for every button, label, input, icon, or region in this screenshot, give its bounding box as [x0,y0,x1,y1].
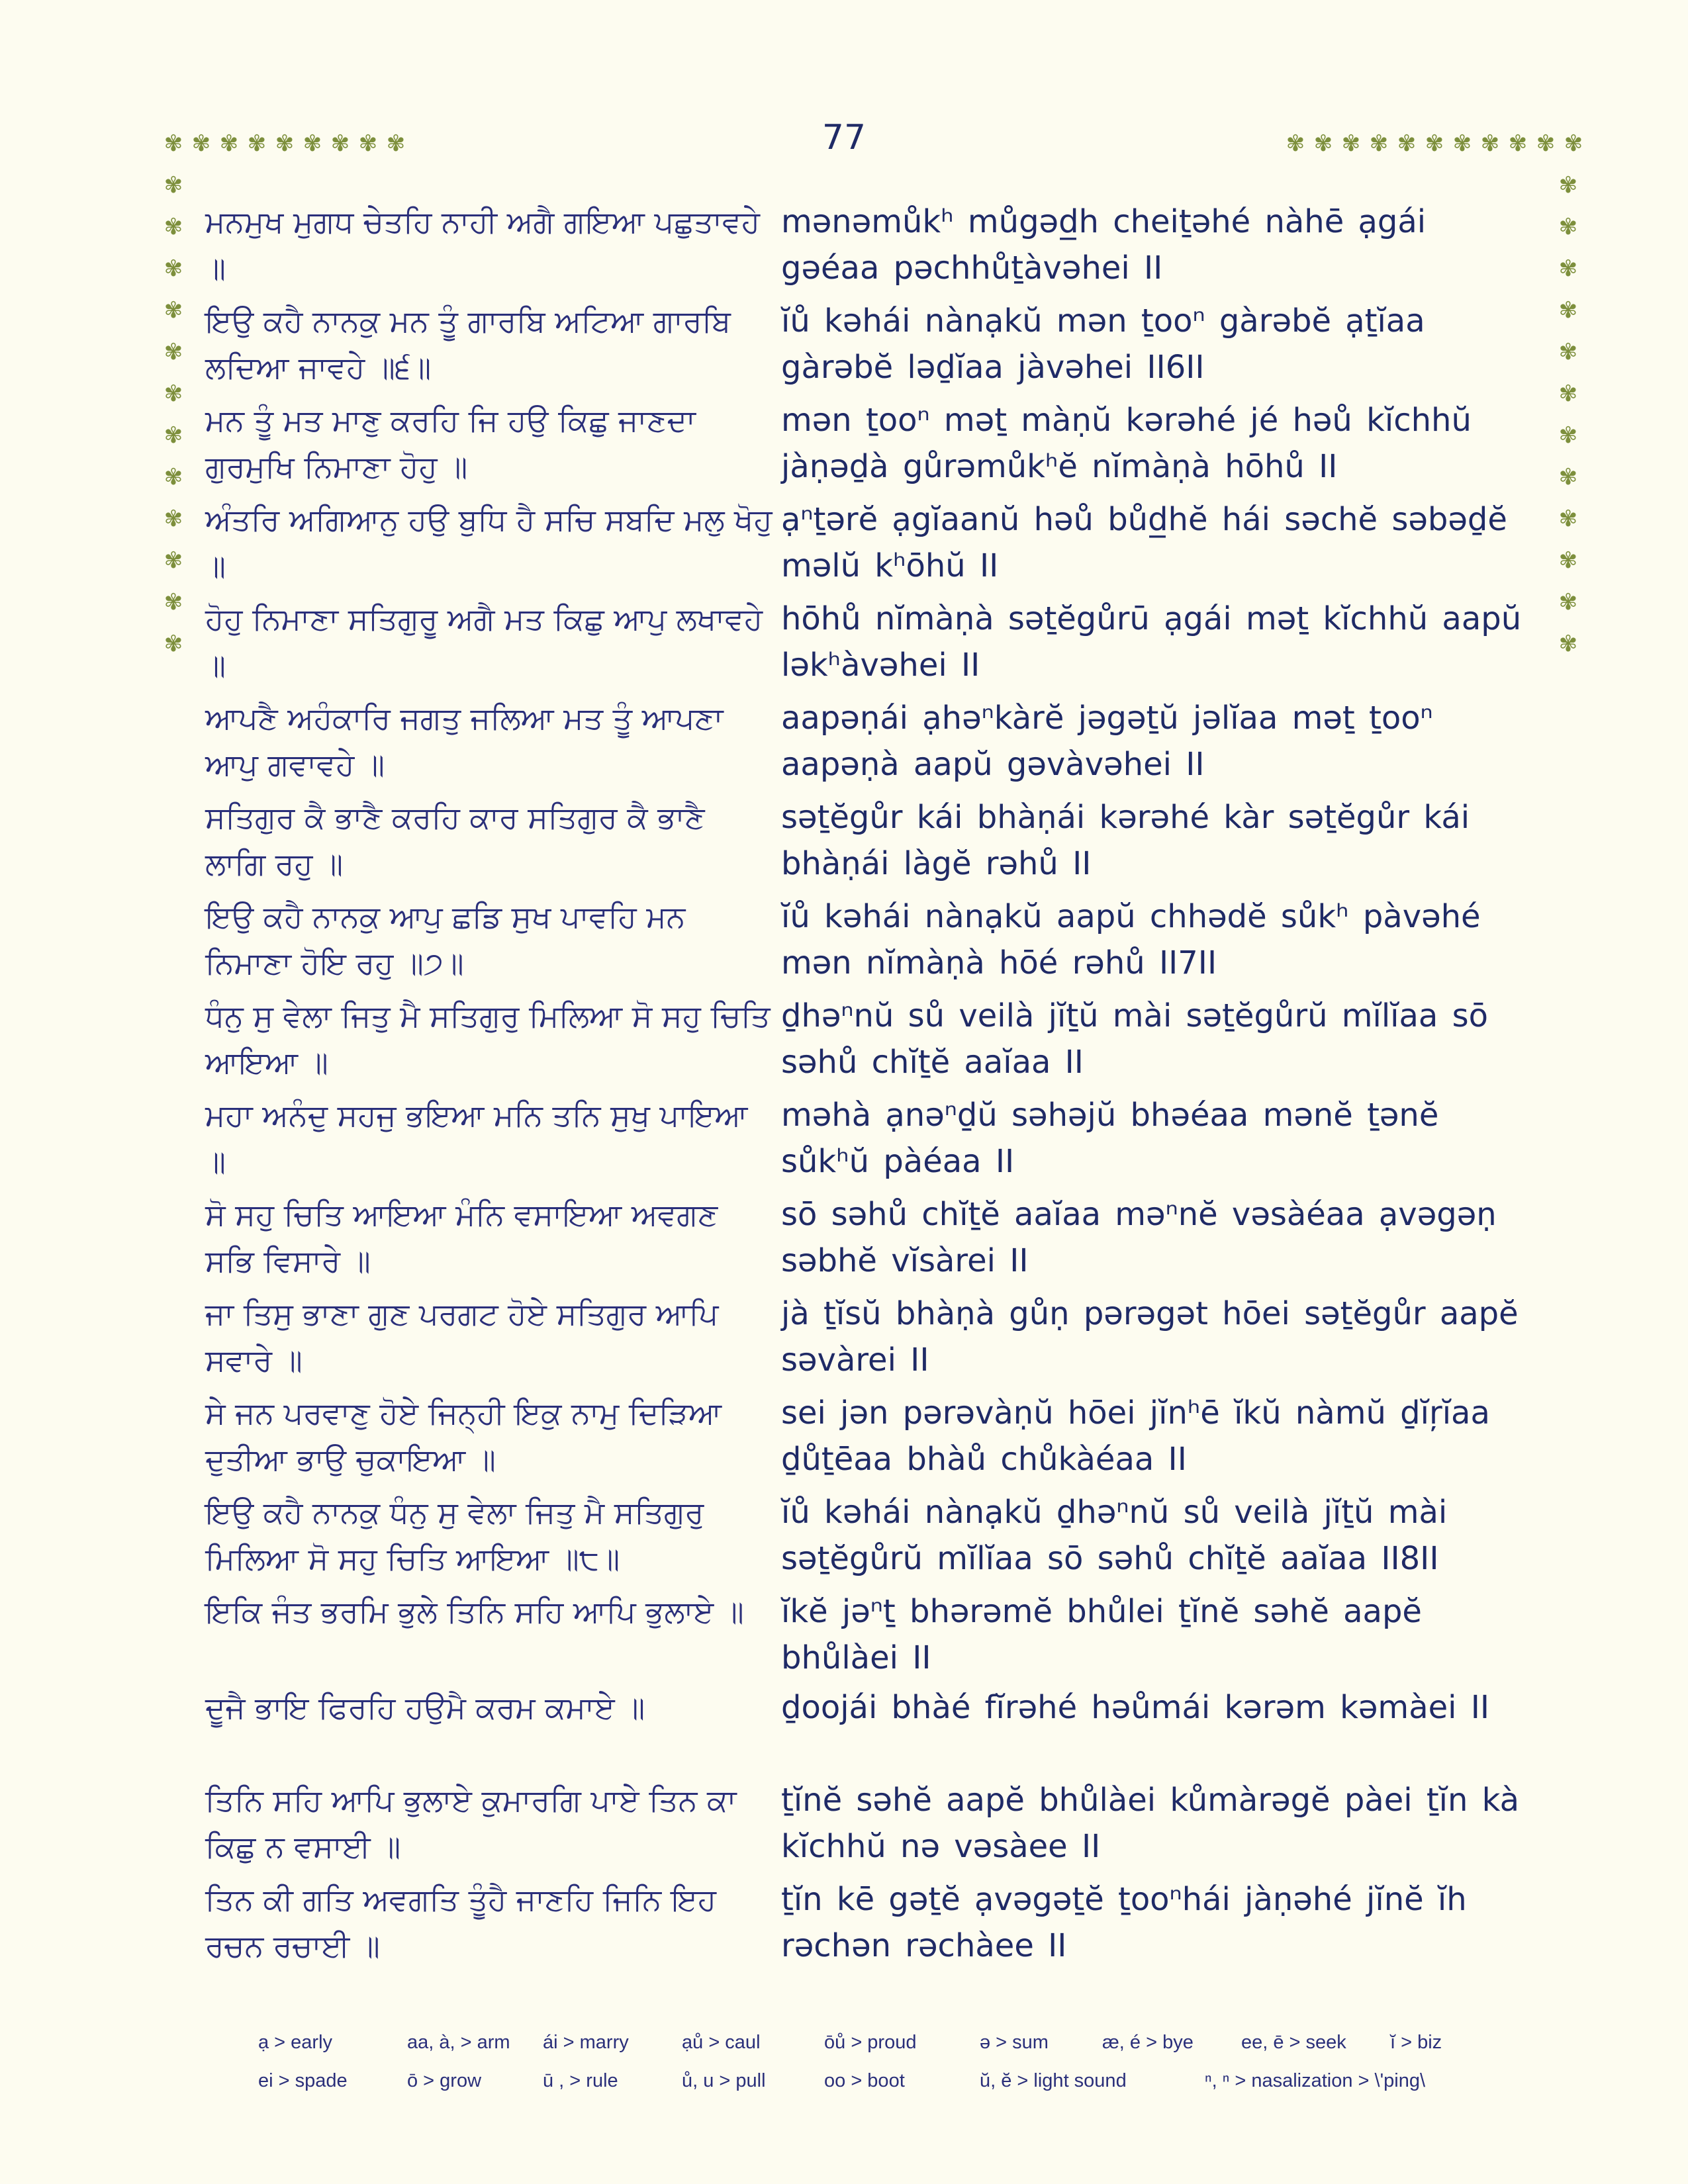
transliteration-line: jà ṯĭsŭ bhàṇà gůṇ pərəgət hōei səṯĕgůr aapĕ səvàrei II [781,1295,1519,1379]
gurmukhi-line: ਧੰਨੁ ਸੁ ਵੇਲਾ ਜਿਤੁ ਮੈ ਸਤਿਗੁਰੁ ਮਿਲਿਆ ਸੋ ਸਹੁ ਚਿਤਿ ਆਇਆ ॥ [205,998,771,1080]
flower-icon: ✾ [1558,422,1578,449]
flower-icon: ✾ [164,297,183,324]
flower-icon: ✾ [1558,381,1578,407]
page-number: 77 [821,118,867,158]
flower-icon: ✾ [1558,172,1578,199]
legend-item: ŭ, ĕ > light sound [980,2070,1127,2091]
transliteration-line: ṯĭn kē gəṯĕ ạvəgəṯĕ ṯooⁿhái jàṇəhé jĭnĕ ĭh rəchən rəchàee II [781,1881,1467,1964]
gurmukhi-line: ਸਤਿਗੁਰ ਕੈ ਭਾਣੈ ਕਰਹਿ ਕਾਰ ਸਤਿਗੁਰ ਕੈ ਭਾਣੈ ਲਾਗਿ ਰਹੁ ॥ [205,799,705,882]
flower-icon: ✾ [1452,130,1472,157]
flower-icon: ✾ [1480,130,1500,157]
legend-item: ạů > caul [682,2032,761,2053]
flower-icon: ✾ [164,172,183,199]
flower-icon: ✾ [1508,130,1528,157]
legend-item: ee, ē > seek [1241,2032,1346,2053]
legend-item: ō > grow [407,2070,482,2091]
transliteration-line: səṯĕgůr kái bhàṇái kərəhé kàr səṯĕgůr kái bhàṇái làgĕ rəhů II [781,799,1470,882]
legend-item: ə > sum [980,2032,1049,2053]
flower-icon: ✾ [164,381,183,407]
flower-icon: ✾ [191,130,211,157]
flower-icon: ✾ [1558,506,1578,532]
flower-icon: ✾ [1425,130,1444,157]
legend-row-2 [258,2070,1516,2097]
gurmukhi-line: ਤਿਨਿ ਸਹਿ ਆਪਿ ਭੁਲਾਏ ਕੁਮਾਰਗਿ ਪਾਏ ਤਿਨ ਕਾ ਕਿਛੁ ਨ ਵਸਾਈ ॥ [205,1782,737,1864]
transliteration-line: ḏhəⁿnŭ sů veilà jĭṯŭ mài səṯĕgůrŭ mĭlĭaa sō səhů chĭṯĕ aaĭaa II [781,997,1488,1081]
flower-icon: ✾ [164,130,183,157]
gurmukhi-line: ਇਉ ਕਹੈ ਨਾਨਕੁ ਮਨ ਤੂੰ ਗਾਰਬਿ ਅਟਿਆ ਗਾਰਬਿ ਲਦਿਆ ਜਾਵਹੇ ॥੬॥ [205,303,731,385]
flower-icon: ✾ [164,422,183,449]
legend-item: ei > spade [258,2070,348,2091]
flower-icon: ✾ [1313,130,1333,157]
flower-icon: ✾ [275,130,295,157]
transliteration-line: ṯĭnĕ səhĕ aapĕ bhůlàei kůmàrəgĕ pàei ṯĭn kà kĭchhŭ nə vəsàee II [781,1782,1520,1865]
gurmukhi-line: ਜਾ ਤਿਸੁ ਭਾਣਾ ਗੁਣ ਪਰਗਟ ਹੋਏ ਸਤਿਗੁਰ ਆਪਿ ਸਵਾਰੇ ॥ [205,1296,719,1378]
transliteration-line: ĭkĕ jəⁿṯ bhərəmĕ bhůlei ṯĭnĕ səhĕ aapĕ bhůlàei II [781,1593,1422,1676]
legend-row-1 [258,2032,1516,2058]
legend-item: ⁿ, ⁿ > nasalization > \'ping\ [1205,2070,1426,2091]
flower-icon: ✾ [164,214,183,240]
flower-icon: ✾ [1369,130,1389,157]
transliteration-line: mənəmůkʰ můgəd̲h cheiṯəhé nàhē ạgái gəéaa pəchhůṯàvəhei II [781,203,1427,287]
flower-icon: ✾ [330,130,350,157]
legend-item: ĭ > biz [1390,2032,1442,2053]
transliteration-line: ĭů kəhái nànạkŭ ḏhəⁿnŭ sů veilà jĭṯŭ mài səṯĕgůrŭ mĭlĭaa sō səhů chĭṯĕ aaĭaa II8II [781,1494,1448,1577]
flower-icon: ✾ [1397,130,1417,157]
transliteration-line: aapəṇái ạhəⁿkàrĕ jəgəṯŭ jəlĭaa məṯ ṯooⁿ aapəṇà aapŭ gəvàvəhei II [781,700,1433,783]
transliteration-line: ḏoojái bhàé fĭrəhé həůmái kərəm kəmàei II [781,1689,1490,1726]
flower-icon: ✾ [303,130,322,157]
gurmukhi-line: ਅੰਤਰਿ ਅਗਿਆਨੁ ਹਉ ਬੁਧਿ ਹੈ ਸਚਿ ਸਬਦਿ ਮਲੁ ਖੋਹੁ ॥ [205,502,773,584]
transliteration-line: hōhů nĭmàṇà səṯĕgůrū ạgái məṯ kĭchhŭ aapŭ ləkʰàvəhei II [781,600,1522,684]
legend-item: oo > boot [824,2070,905,2091]
transliteration-line: ĭů kəhái nànạkŭ mən ṯooⁿ gàrəbĕ ạṯĭaa gàrəbĕ ləḏĭaa jàvəhei II6II [781,302,1425,386]
flower-icon: ✾ [164,255,183,282]
flower-icon: ✾ [164,506,183,532]
flower-icon: ✾ [1558,464,1578,490]
flower-icon: ✾ [1536,130,1556,157]
gurmukhi-line: ਆਪਣੈ ਅਹੰਕਾਰਿ ਜਗਤੁ ਜਲਿਆ ਮਤ ਤੂੰ ਆਪਣਾ ਆਪੁ ਗਵਾਵਹੇ ॥ [205,700,724,782]
legend-item: ạ > early [258,2032,333,2053]
flower-icon: ✾ [1558,589,1578,615]
gurmukhi-line: ਮਨ ਤੂੰ ਮਤ ਮਾਣੁ ਕਰਹਿ ਜਿ ਹਉ ਕਿਛੁ ਜਾਣਦਾ ਗੁਰਮੁਖਿ ਨਿਮਾਣਾ ਹੋਹੁ ॥ [205,402,696,484]
flower-icon: ✾ [1564,130,1583,157]
gurmukhi-line: ਇਉ ਕਹੈ ਨਾਨਕੁ ਆਪੁ ਛਡਿ ਸੁਖ ਪਾਵਹਿ ਮਨ ਨਿਮਾਣਾ ਹੋਇ ਰਹੁ ॥੭॥ [205,899,686,981]
flower-icon: ✾ [386,130,406,157]
flower-icon: ✾ [1558,214,1578,240]
transliteration-line: ạⁿṯərĕ ạgĭaanŭ həů bůd̲hĕ hái səchĕ səbəḏĕ məlŭ kʰōhŭ II [781,501,1507,584]
transliteration-line: ĭů kəhái nànạkŭ aapŭ chhədĕ sůkʰ pàvəhé mən nĭmàṇà hōé rəhů II7II [781,898,1481,981]
flower-icon: ✾ [1558,297,1578,324]
legend-item: æ, é > bye [1102,2032,1194,2053]
gurmukhi-line: ਇਕਿ ਜੰਤ ਭਰਮਿ ਭੁਲੇ ਤਿਨਿ ਸਹਿ ਆਪਿ ਭੁਲਾਏ ॥ [205,1594,744,1629]
gurmukhi-line: ਮਨਮੁਖ ਮੁਗਧ ਚੇਤਹਿ ਨਾਹੀ ਅਗੈ ਗਇਆ ਪਛੁਤਾਵਹੇ ॥ [205,204,761,286]
legend-item: ū , > rule [543,2070,618,2091]
flower-icon: ✾ [1558,547,1578,574]
flower-icon: ✾ [1558,631,1578,657]
flower-icon: ✾ [164,464,183,490]
gurmukhi-line: ਹੋਹੁ ਨਿਮਾਣਾ ਸਤਿਗੁਰੂ ਅਗੈ ਮਤ ਕਿਛੁ ਆਪੁ ਲਖਾਵਹੇ ॥ [205,601,763,683]
transliteration-line: sei jən pərəvàṇŭ hōei jĭnʰē ĭkŭ nàmŭ ḏĭŗĭaa ḏůṯēaa bhàů chůkàéaa II [781,1394,1490,1478]
flower-icon: ✾ [164,547,183,574]
flower-icon: ✾ [164,589,183,615]
legend-item: ů, u > pull [682,2070,766,2091]
gurmukhi-line: ਸੇ ਜਨ ਪਰਵਾਣੁ ਹੋਏ ਜਿਨ੍ਹੀ ਇਕੁ ਨਾਮੁ ਦਿੜਿਆ ਦੁਤੀਆ ਭਾਉ ਚੁਕਾਇਆ ॥ [205,1395,722,1477]
flower-icon: ✾ [164,339,183,365]
legend-item: ái > marry [543,2032,629,2053]
gurmukhi-line: ਇਉ ਕਹੈ ਨਾਨਕੁ ਧੰਨੁ ਸੁ ਵੇਲਾ ਜਿਤੁ ਮੈ ਸਤਿਗੁਰੁ ਮਿਲਿਆ ਸੋ ਸਹੁ ਚਿਤਿ ਆਇਆ ॥੮॥ [205,1494,704,1576]
gurmukhi-line: ਤਿਨ ਕੀ ਗਤਿ ਅਵਗਤਿ ਤੂੰਹੈ ਜਾਣਹਿ ਜਿਨਿ ਇਹ ਰਚਨ ਰਚਾਈ ॥ [205,1882,716,1964]
flower-icon: ✾ [1558,255,1578,282]
flower-icon: ✾ [358,130,378,157]
gurmukhi-line: ਦੂਜੈ ਭਾਇ ਫਿਰਹਿ ਹਉਮੈ ਕਰਮ ਕਮਾਏ ॥ [205,1690,645,1725]
transliteration-line: mən ṯooⁿ məṯ màṇŭ kərəhé jé həů kĭchhŭ jàṇəḏà gůrəmůkʰĕ nĭmàṇà hōhů II [781,402,1472,485]
transliteration-line: sō səhů chĭṯĕ aaĭaa məⁿnĕ vəsàéaa ạvəgəṇ səbhĕ vĭsàrei II [781,1196,1497,1279]
flower-icon: ✾ [164,631,183,657]
transliteration-line: məhà ạnəⁿḏŭ səhəjŭ bhəéaa mənĕ ṯənĕ sůkʰŭ pàéaa II [781,1097,1439,1180]
gurmukhi-line: ਮਹਾ ਅਨੰਦੁ ਸਹਜੁ ਭਇਆ ਮਨਿ ਤਨਿ ਸੁਖੁ ਪਾਇਆ ॥ [205,1097,748,1179]
legend-item: ōů > proud [824,2032,917,2053]
legend-item: aa, à, > arm [407,2032,510,2053]
flower-icon: ✾ [1558,339,1578,365]
flower-icon: ✾ [247,130,267,157]
flower-icon: ✾ [1286,130,1305,157]
flower-icon: ✾ [1341,130,1361,157]
gurmukhi-line: ਸੋ ਸਹੁ ਚਿਤਿ ਆਇਆ ਮੰਨਿ ਵਸਾਇਆ ਅਵਗਣ ਸਭਿ ਵਿਸਾਰੇ ॥ [205,1197,718,1279]
flower-icon: ✾ [219,130,239,157]
